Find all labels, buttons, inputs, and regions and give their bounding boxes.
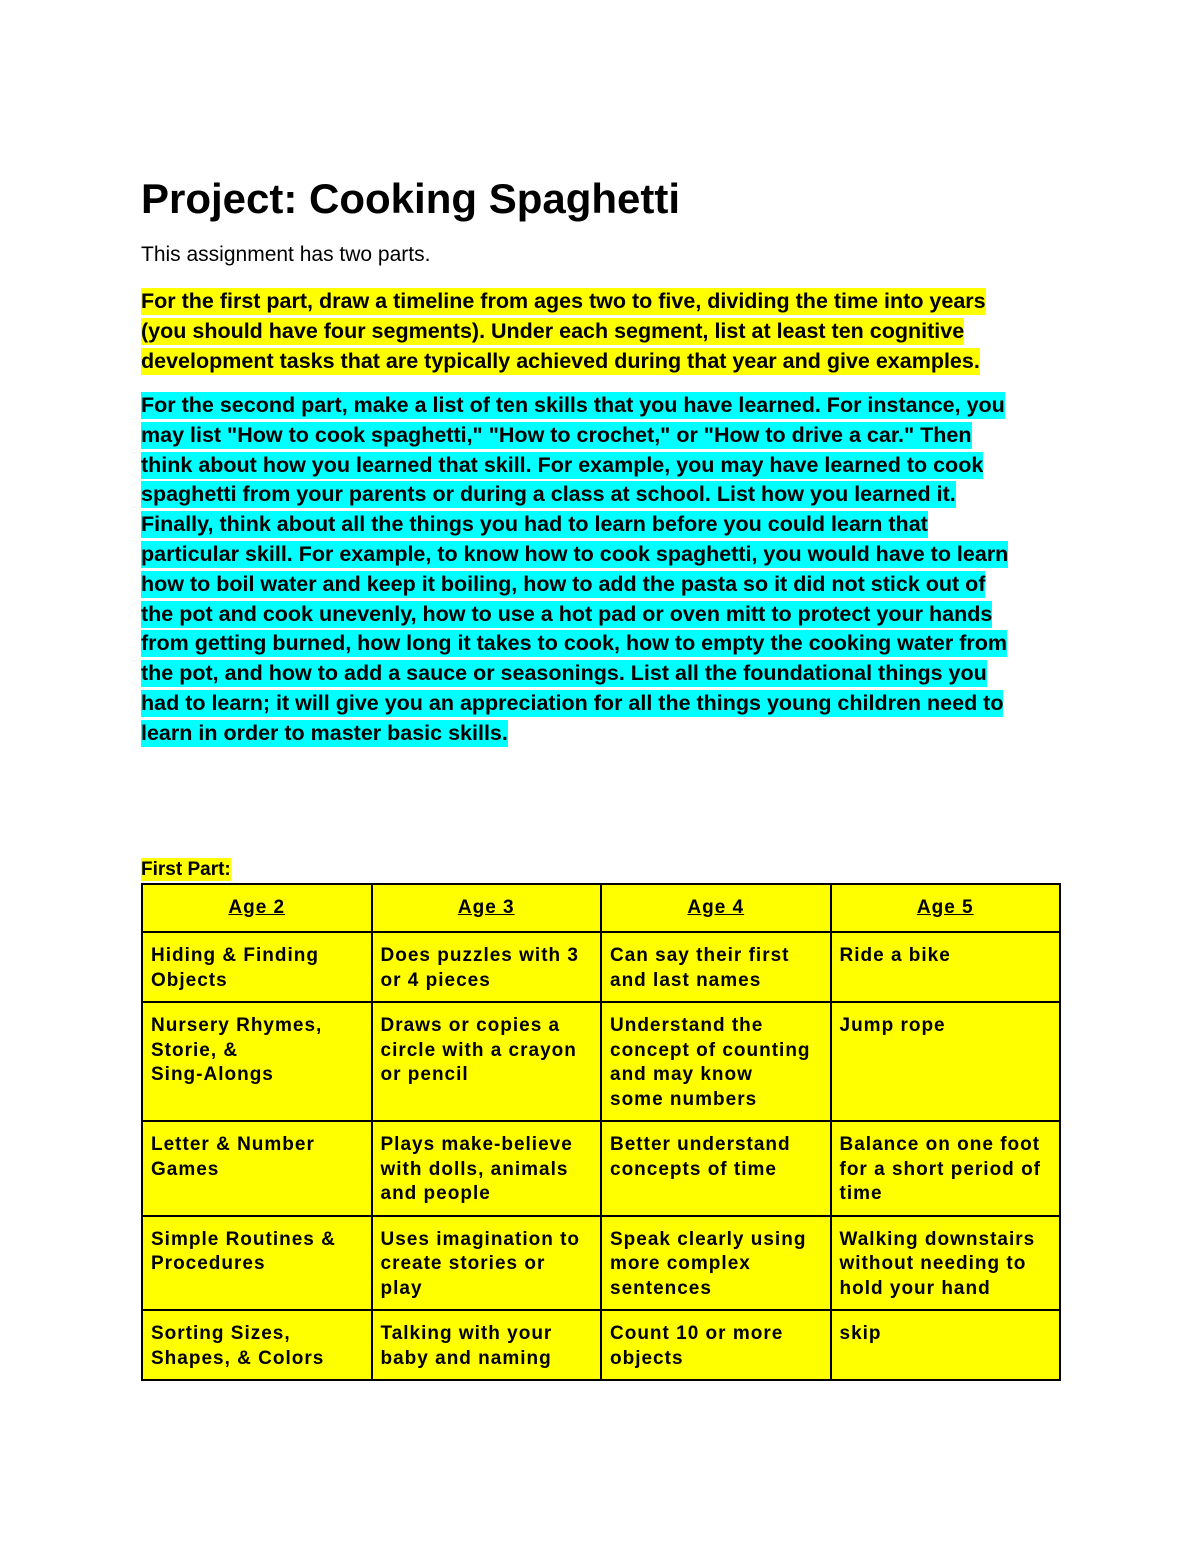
table-cell: skip <box>831 1310 1061 1380</box>
paragraph-line: the pot and cook unevenly, how to use a hot pad or oven mitt to protect your hands <box>141 601 993 626</box>
paragraph-line: had to learn; it will give you an appreciation for all the things young children need to <box>141 690 1004 715</box>
paragraph-line: development tasks that are typically achieved during that year and give examples. <box>141 348 980 373</box>
table-cell: Talking with your baby and naming <box>372 1310 602 1380</box>
table-cell: Ride a bike <box>831 932 1061 1002</box>
table-cell: Better understand concepts of time <box>601 1121 831 1216</box>
table-cell: Sorting Sizes, Shapes, & Colors <box>142 1310 372 1380</box>
paragraph-line: For the second part, make a list of ten skills that you have learned. For instance, you <box>141 393 1005 417</box>
age-milestones-table <box>141 883 1061 1381</box>
paragraph-line: the pot, and how to add a sauce or seasonings. List all the foundational things you <box>141 661 987 686</box>
table-cell: Does puzzles with 3 or 4 pieces <box>372 932 602 1002</box>
table-row <box>142 1216 1060 1311</box>
paragraph-line: (you should have four segments). Under each segment, list at least ten cognitive <box>141 318 965 343</box>
table-cell: Count 10 or more objects <box>601 1310 831 1380</box>
paragraph-line: how to boil water and keep it boiling, how to add the pasta so it did not stick out of <box>141 571 986 596</box>
table-row <box>142 1002 1060 1121</box>
paragraph-line: from getting burned, how long it takes to cook, how to empty the cooking water from <box>141 631 1008 656</box>
table-cell: Simple Routines & Procedures <box>142 1216 372 1311</box>
table-cell: Hiding & Finding Objects <box>142 932 372 1002</box>
table-cell: Walking downstairs without needing to hold your hand <box>831 1216 1061 1311</box>
column-header-age-5: Age 5 <box>831 884 1061 932</box>
column-header-age-4: Age 4 <box>601 884 831 932</box>
table-header-row <box>142 884 1060 932</box>
table-cell: Draws or copies a circle with a crayon or pencil <box>372 1002 602 1121</box>
table-row <box>142 1310 1060 1380</box>
table-cell: Understand the concept of counting and may know some numbers <box>601 1002 831 1121</box>
paragraph-line: think about how you learned that skill. For example, you may have learned to cook <box>141 452 984 477</box>
table-cell: Speak clearly using more complex sentences <box>601 1216 831 1311</box>
second-part-instructions <box>141 391 1008 749</box>
table-cell: Jump rope <box>831 1002 1061 1121</box>
paragraph-line: spaghetti from your parents or during a class at school. List how you learned it. <box>141 482 956 507</box>
intro-text: This assignment has two parts. <box>141 243 431 266</box>
table-cell: Balance on one foot for a short period of time <box>831 1121 1061 1216</box>
page-title: Project: Cooking Spaghetti <box>141 175 681 222</box>
table-cell: Can say their first and last names <box>601 932 831 1002</box>
paragraph-line: Finally, think about all the things you had to learn before you could learn that <box>141 512 928 537</box>
table-row <box>142 932 1060 1002</box>
paragraph-line: learn in order to master basic skills. <box>141 720 508 745</box>
paragraph-line: may list "How to cook spaghetti," "How to crochet," or "How to drive a car." Then <box>141 422 972 447</box>
section-label: First Part: <box>141 859 231 880</box>
first-part-instructions <box>141 287 986 376</box>
table-cell: Plays make-believe with dolls, animals and people <box>372 1121 602 1216</box>
table-cell: Uses imagination to create stories or play <box>372 1216 602 1311</box>
column-header-age-3: Age 3 <box>372 884 602 932</box>
table-cell: Letter & Number Games <box>142 1121 372 1216</box>
paragraph-line: For the first part, draw a timeline from ages two to five, dividing the time into years <box>141 289 986 313</box>
column-header-age-2: Age 2 <box>142 884 372 932</box>
paragraph-line: particular skill. For example, to know how to cook spaghetti, you would have to learn <box>141 541 1009 566</box>
table-row <box>142 1121 1060 1216</box>
table-cell: Nursery Rhymes, Storie, & Sing-Alongs <box>142 1002 372 1121</box>
